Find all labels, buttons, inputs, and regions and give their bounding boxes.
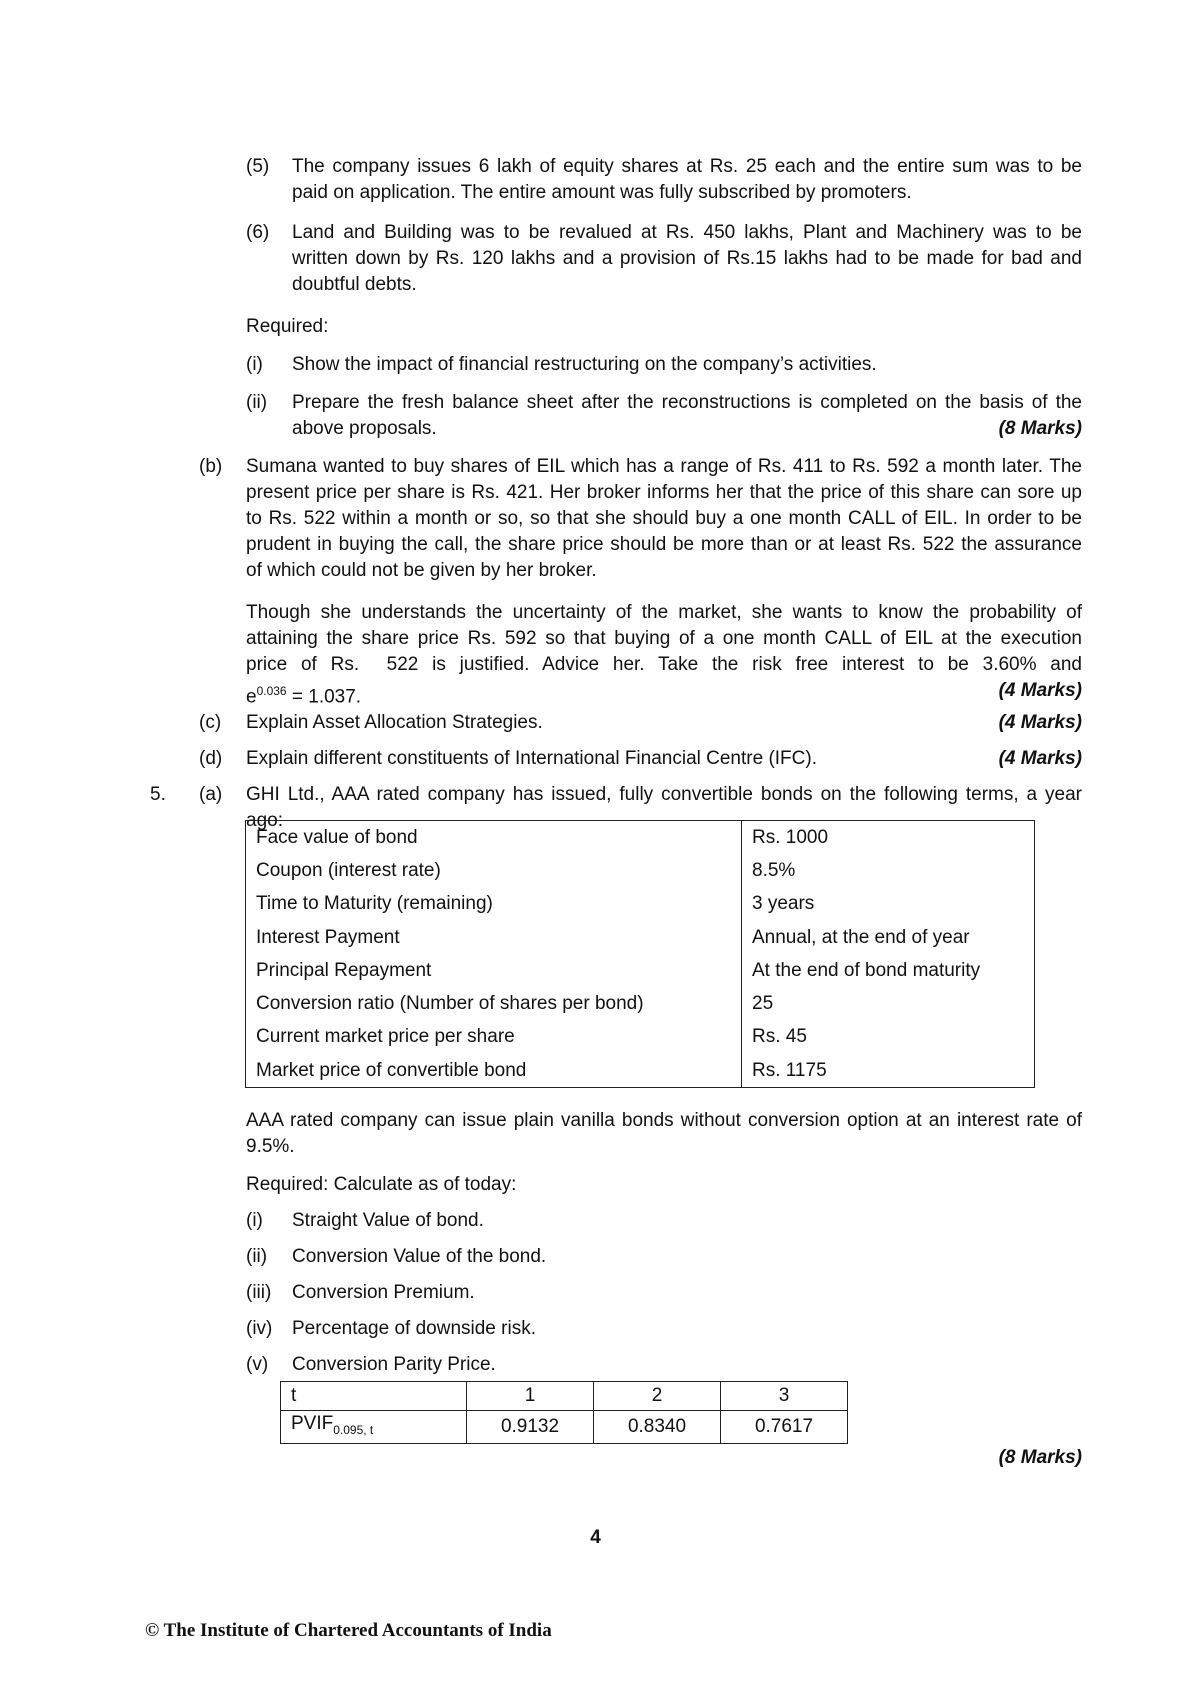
- q5-item-text: Conversion Premium.: [292, 1282, 475, 1303]
- q5-item-label: (ii): [246, 1246, 268, 1267]
- q4b-paragraph-1: Sumana wanted to buy shares of EIL which has a range of Rs. 411 to Rs. 592 a month later. The present price per share is Rs. 421. Her broker informs her that the price of this share can sore up to Rs. 522 within a month or so, so that she should buy a one month CALL of EIL. In order to be prudent in buying the call, the share price should be more than or at least Rs. 522 the assurance of which could not be given by her broker.: [246, 456, 1082, 581]
- table-row: [281, 1382, 848, 1411]
- table-row: [246, 821, 1035, 855]
- table-cell: 3 years: [742, 888, 1035, 921]
- q5-item-text: Conversion Value of the bond.: [292, 1246, 547, 1267]
- item-6-label: (6): [246, 222, 270, 243]
- required-heading: Required:: [246, 316, 329, 337]
- table-cell: Principal Repayment: [246, 954, 742, 987]
- q5-item-label: (iv): [246, 1318, 273, 1339]
- q5-intro: GHI Ltd., AAA rated company has issued, fully convertible bonds on the following terms, a year ago:: [246, 784, 1082, 831]
- pvif-label: PVIF: [291, 1413, 334, 1434]
- q4d-row: [246, 746, 1082, 772]
- q4b-paragraph-2: Though she understands the uncertainty of the market, she wants to know the probability of attaining the share price Rs. 592 so that buying of a one month CALL of EIL at the execution price of Rs. 522 is justified. Advice her. Take the risk free interest to be 3.60% and $e^{0.036} = 1.037$. (4 Marks): [246, 602, 1082, 708]
- table-cell: 0.8340: [594, 1411, 721, 1444]
- q4c-row: [246, 710, 1082, 736]
- marks-q4c: (4 Marks): [998, 712, 1082, 733]
- req-i-text: Show the impact of financial restructuring on the company’s activities.: [292, 354, 877, 375]
- req-ii-label: (ii): [246, 392, 268, 413]
- item-6-text: Land and Building was to be revalued at Rs. 450 lakhs, Plant and Machinery was to be written down by Rs. 120 lakhs and a provision of Rs.15 lakhs had to be made for bad and doubtful debts.: [292, 222, 1082, 295]
- req-ii-line2: above proposals.: [292, 418, 437, 439]
- marks-q5: (8 Marks): [998, 1447, 1082, 1468]
- q5-required: Required: Calculate as of today:: [246, 1174, 517, 1195]
- table-cell: [281, 1411, 467, 1444]
- table-row: [246, 921, 1035, 954]
- pvif-subscript: 0.095, t: [333, 1422, 374, 1437]
- table-cell: Interest Payment: [246, 921, 742, 954]
- marks-q4d: (4 Marks): [998, 748, 1082, 769]
- table-cell: Rs. 1175: [742, 1054, 1035, 1088]
- table-row: [246, 1021, 1035, 1054]
- q5-item-label: (iii): [246, 1282, 272, 1303]
- table-cell: 25: [742, 987, 1035, 1020]
- q4c-label: (c): [199, 712, 222, 733]
- table-cell: Current market price per share: [246, 1021, 742, 1054]
- marks-q4b: (4 Marks): [998, 680, 1082, 701]
- req-ii-text: Prepare the fresh balance sheet after the reconstructions is completed on the basis of the above proposals. (8 Marks): [292, 390, 1082, 442]
- q4d-text: Explain different constituents of International Financial Centre (IFC).: [246, 748, 817, 769]
- q5a-label: (a): [199, 784, 223, 805]
- table-row: [246, 888, 1035, 921]
- item-5-text: The company issues 6 lakh of equity shares at Rs. 25 each and the entire sum was to be paid on application. The entire amount was fully subscribed by promoters.: [292, 156, 1082, 203]
- q5-item-text: Percentage of downside risk.: [292, 1318, 536, 1339]
- table-row: [246, 954, 1035, 987]
- table-cell: Coupon (interest rate): [246, 854, 742, 887]
- table-cell: 1: [467, 1382, 594, 1411]
- table-cell: 0.9132: [467, 1411, 594, 1444]
- table-row: [246, 987, 1035, 1020]
- q4c-text: Explain Asset Allocation Strategies.: [246, 712, 543, 733]
- table-cell: 3: [721, 1382, 848, 1411]
- table-cell: 0.7617: [721, 1411, 848, 1444]
- table-cell: Annual, at the end of year: [742, 921, 1035, 954]
- table-cell: Rs. 45: [742, 1021, 1035, 1054]
- q5-marks-row: [246, 1445, 1082, 1471]
- table-cell: Rs. 1000: [742, 821, 1035, 855]
- exp-value: = 1.037.: [286, 686, 362, 708]
- bond-terms-table: [245, 820, 1035, 1088]
- q5-item-label: (v): [246, 1354, 269, 1375]
- table-cell: At the end of bond maturity: [742, 954, 1035, 987]
- table-cell: Market price of convertible bond: [246, 1054, 742, 1088]
- q5-number: 5.: [150, 784, 166, 805]
- table-cell: Face value of bond: [246, 821, 742, 855]
- table-row: [246, 854, 1035, 887]
- q5-item-label: (i): [246, 1210, 263, 1231]
- table-cell: 8.5%: [742, 854, 1035, 887]
- q5-item-text: Conversion Parity Price.: [292, 1354, 496, 1375]
- table-cell: Conversion ratio (Number of shares per bond): [246, 987, 742, 1020]
- page-number: 4: [590, 1527, 601, 1548]
- table-cell: Time to Maturity (remaining): [246, 888, 742, 921]
- q4d-label: (d): [199, 748, 223, 769]
- q4b-label: (b): [199, 456, 223, 477]
- pvif-table: [280, 1381, 848, 1444]
- table-row: [281, 1411, 848, 1444]
- exp-power: 0.036: [256, 684, 287, 698]
- item-5-label: (5): [246, 156, 270, 177]
- vanilla-paragraph: AAA rated company can issue plain vanilla bonds without conversion option at an interest rate of 9.5%.: [246, 1110, 1082, 1157]
- footer-copyright: © The Institute of Chartered Accountants of India: [145, 1620, 552, 1641]
- q5-item-text: Straight Value of bond.: [292, 1210, 484, 1231]
- req-i-label: (i): [246, 354, 263, 375]
- table-row: [246, 1054, 1035, 1088]
- table-cell: t: [281, 1382, 467, 1411]
- table-cell: 2: [594, 1382, 721, 1411]
- marks-q4a: (8 Marks): [998, 418, 1082, 439]
- exp-base: e: [246, 686, 257, 708]
